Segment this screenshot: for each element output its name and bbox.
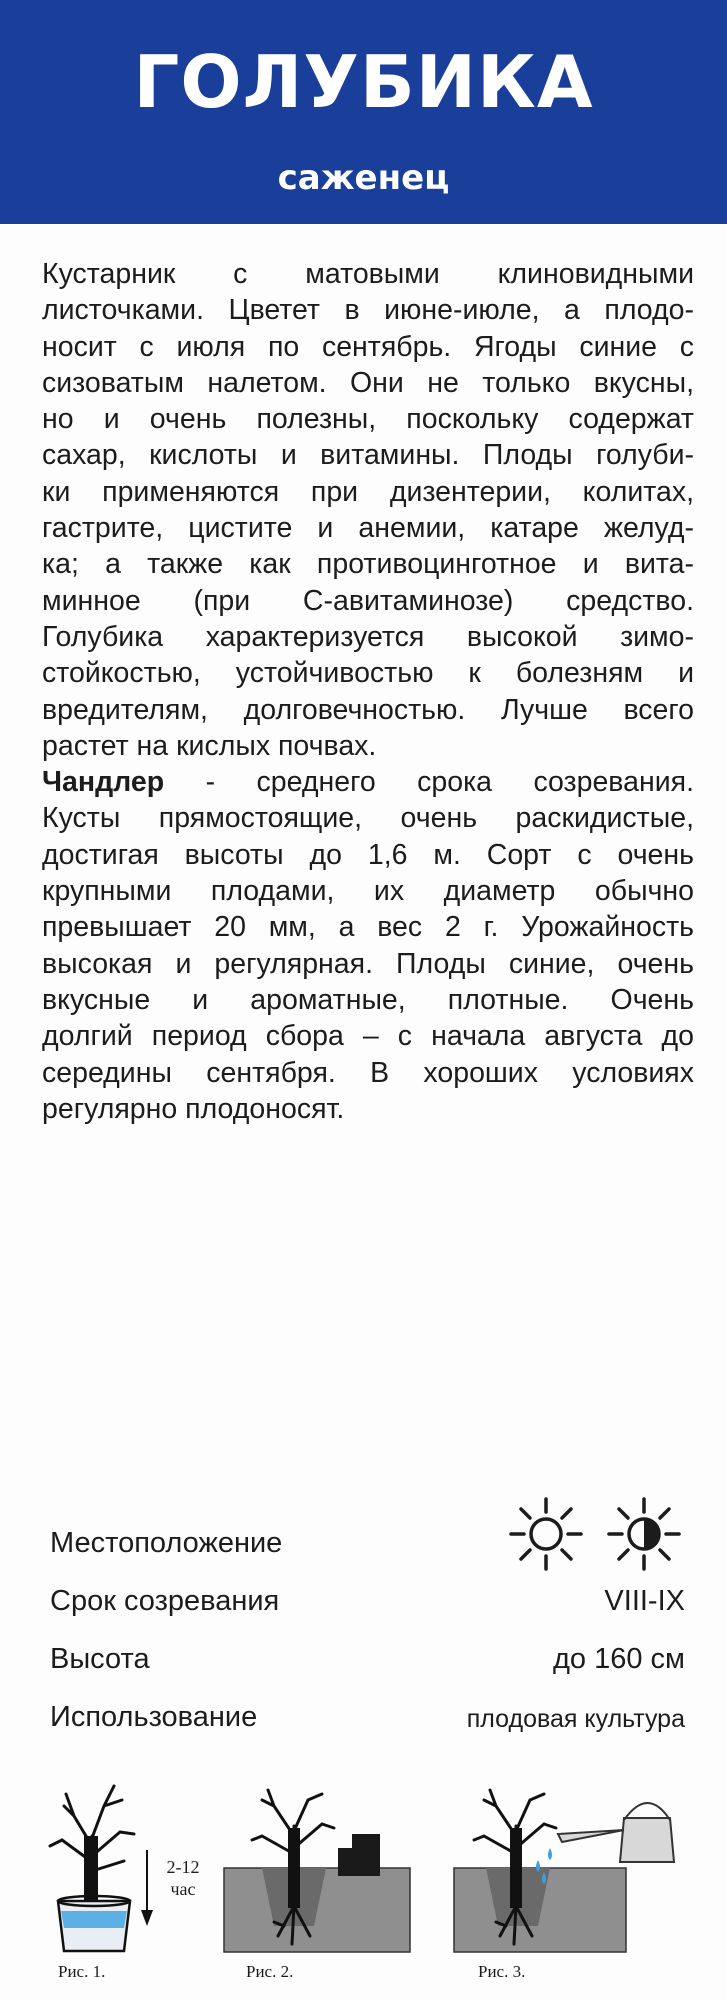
description-text	[42, 256, 694, 1127]
variety-line: высокая и регулярная. Плоды синие, очень	[42, 947, 694, 980]
partial-shade-icon	[606, 1496, 682, 1572]
height-label: Высота	[50, 1643, 150, 1675]
desc-line: носит с июля по сентябрь. Ягоды синие с	[42, 330, 694, 363]
variety-line: вкусные и ароматные, плотные. Очень	[42, 983, 694, 1016]
variety-line: долгий период сбора – с начала августа до	[42, 1020, 694, 1053]
fig3-watering-illustration	[452, 1776, 684, 1956]
product-subtitle: саженец	[277, 158, 450, 198]
desc-line: листочками. Цветет в июне-июле, а плодо-	[42, 294, 694, 327]
fig1-seedling-in-bucket-illustration	[44, 1776, 144, 1956]
variety-line: крупными плодами, их диаметр обычно	[42, 875, 694, 908]
fig1-caption: Рис. 1.	[58, 1962, 106, 1981]
variety-first-line	[42, 764, 694, 800]
desc-line: ка; а также как противоцинготное и вита-	[42, 548, 694, 581]
variety-line: регулярно плодоносят.	[42, 1092, 345, 1125]
down-arrow-icon	[140, 1848, 154, 1928]
variety-line: Кусты прямостоящие, очень раскидистые,	[42, 802, 694, 835]
usage-row	[50, 1684, 685, 1734]
desc-line: сахар, кислоты и витамины. Плоды голуби-	[42, 439, 694, 472]
desc-line: Кустарник с матовыми клиновидными	[42, 258, 694, 290]
fig3-caption: Рис. 3.	[478, 1962, 526, 1981]
desc-line: минное (при С-авитаминозе) средство.	[42, 584, 694, 617]
soak-time-label	[158, 1856, 208, 1900]
soak-time-value: 2-12	[166, 1857, 200, 1877]
location-row	[50, 1510, 685, 1560]
variety-name: Чандлер	[42, 766, 165, 799]
desc-line: гастрите, цистите и анемии, катаре желуд-	[42, 512, 694, 545]
sun-icon	[508, 1496, 584, 1572]
variety-line: превышает 20 мм, а вес 2 г. Урожайность	[42, 911, 694, 944]
height-value: до 160 см	[553, 1643, 685, 1675]
height-row	[50, 1626, 685, 1676]
location-label: Местоположение	[50, 1527, 283, 1559]
ripening-label: Срок созревания	[50, 1585, 280, 1617]
variety-first-line-rest: - среднего срока созревания.	[164, 766, 694, 799]
fig2-planting-illustration	[222, 1776, 412, 1956]
soak-time-unit: час	[170, 1879, 196, 1899]
desc-line: ки применяются при дизентерии, колитах,	[42, 475, 694, 508]
variety-line: середины сентября. В хороших условиях	[42, 1056, 694, 1089]
fig2-caption: Рис. 2.	[246, 1962, 294, 1981]
usage-label: Использование	[50, 1701, 258, 1733]
header-banner	[0, 0, 727, 224]
ripening-value: VIII-IX	[604, 1585, 685, 1617]
ripening-row	[50, 1568, 685, 1618]
product-title: ГОЛУБИКА	[133, 40, 594, 124]
usage-value: плодовая культура	[466, 1705, 685, 1733]
desc-line: сизоватым налетом. Они не только вкусны,	[42, 366, 694, 399]
variety-line: достигая высоты до 1,6 м. Сорт с очень	[42, 838, 694, 871]
desc-line: растет на кислых почвах.	[42, 729, 377, 762]
desc-line: но и очень полезны, поскольку содержат	[42, 403, 694, 436]
desc-line: вредителям, долговечностью. Лучше всего	[42, 693, 694, 726]
desc-line: Голубика характеризуется высокой зимо-	[42, 620, 694, 653]
desc-line: стойкостью, устойчивостью к болезням и	[42, 657, 694, 690]
